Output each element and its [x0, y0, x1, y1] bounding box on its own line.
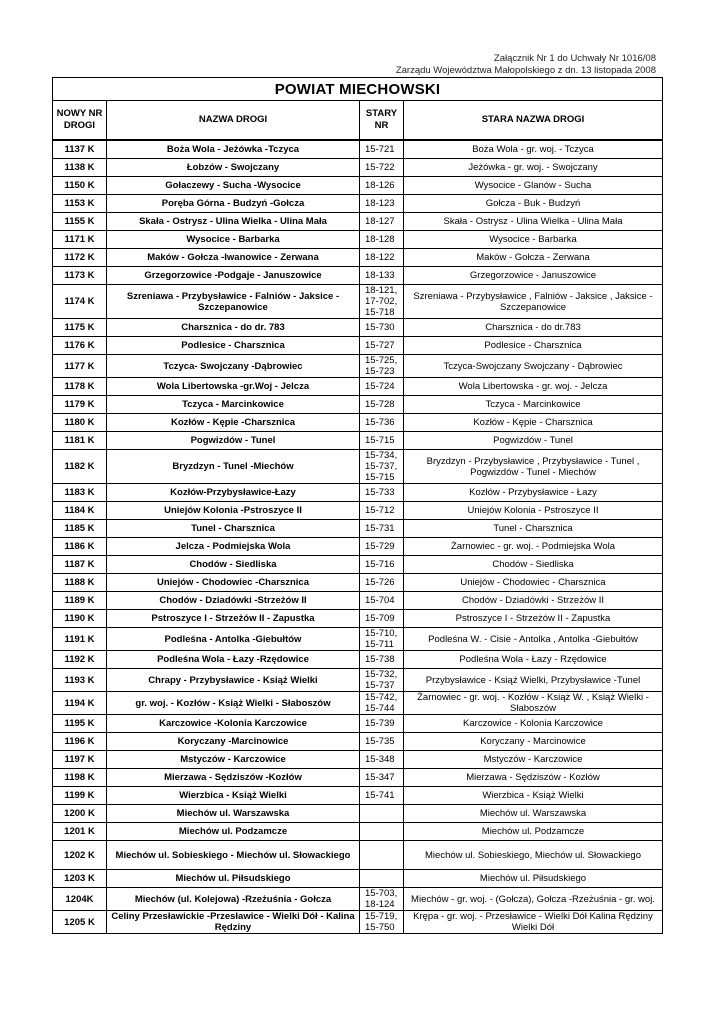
- column-header-new-nr: NOWY NR DROGI: [53, 101, 107, 141]
- road-number: 1191 K: [53, 628, 107, 651]
- old-road-name: Bryzdzyn - Przybysławice , Przybysławice - Tunel , Pogwizdów - Tunel - Miechów: [404, 450, 663, 484]
- road-number: 1203 K: [53, 870, 107, 888]
- old-road-name: Wierzbica - Książ Wielki: [404, 787, 663, 805]
- road-number: 1204K: [53, 888, 107, 911]
- road-name: Podleśna - Antolka -Giebułtów: [107, 628, 360, 651]
- table-row: [53, 520, 663, 538]
- road-name: Boża Wola - Jeżówka -Tczyca: [107, 140, 360, 159]
- road-name: Kozłów - Kępie -Charsznica: [107, 414, 360, 432]
- old-road-name: Gołcza - Buk - Budzyń: [404, 195, 663, 213]
- table-title: POWIAT MIECHOWSKI: [53, 78, 663, 101]
- old-road-name: Jeżówka - gr. woj. - Swojczany: [404, 159, 663, 177]
- table-row: [53, 177, 663, 195]
- old-road-name: Karczowice - Kolonia Karczowice: [404, 715, 663, 733]
- old-road-name: Miechów ul. Piłsudskiego: [404, 870, 663, 888]
- road-name: Chodów - Siedliska: [107, 556, 360, 574]
- road-name: Celiny Przesławickie -Przesławice - Wielki Dół - Kalina Rędziny: [107, 911, 360, 934]
- road-name: gr. woj. - Kozłów - Książ Wielki - Słaboszów: [107, 692, 360, 715]
- road-name: Maków - Gołcza -Iwanowice - Zerwana: [107, 249, 360, 267]
- column-header-old-name: STARA NAZWA DROGI: [404, 101, 663, 141]
- road-number: 1173 K: [53, 267, 107, 285]
- old-road-name: Uniejów - Chodowiec - Charsznica: [404, 574, 663, 592]
- road-name: Karczowice -Kolonia Karczowice: [107, 715, 360, 733]
- table-row: [53, 692, 663, 715]
- table-row: [53, 355, 663, 378]
- column-header-old-nr: STARY NR: [360, 101, 404, 141]
- old-road-number: 15-710, 15-711: [360, 628, 404, 651]
- old-road-name: Podleśna W. - Cisie - Antolka , Antolka -Giebułtów: [404, 628, 663, 651]
- road-name: Gołaczewy - Sucha -Wysocice: [107, 177, 360, 195]
- table-row: [53, 841, 663, 870]
- table-row: [53, 769, 663, 787]
- old-road-number: 15-739: [360, 715, 404, 733]
- table-row: [53, 414, 663, 432]
- old-road-name: Wysocice - Barbarka: [404, 231, 663, 249]
- old-road-name: Kozłów - Przybysławice - Łazy: [404, 484, 663, 502]
- old-road-number: 15-721: [360, 140, 404, 159]
- old-road-number: 18-123: [360, 195, 404, 213]
- road-name: Skała - Ostrysz - Ulina Wielka - Ulina Mała: [107, 213, 360, 231]
- road-number: 1197 K: [53, 751, 107, 769]
- table-row: [53, 159, 663, 177]
- old-road-number: [360, 805, 404, 823]
- table-row: [53, 574, 663, 592]
- old-road-number: 15-703, 18-124: [360, 888, 404, 911]
- road-name: Miechów ul. Sobieskiego - Miechów ul. Słowackiego: [107, 841, 360, 870]
- old-road-name: Tczyca - Marcinkowice: [404, 396, 663, 414]
- table-row: [53, 610, 663, 628]
- table-row: [53, 538, 663, 556]
- road-name: Wierzbica - Książ Wielki: [107, 787, 360, 805]
- old-road-number: [360, 823, 404, 841]
- old-road-number: 15-348: [360, 751, 404, 769]
- old-road-number: 15-735: [360, 733, 404, 751]
- old-road-number: 18-121, 17-702, 15-718: [360, 285, 404, 319]
- road-name: Miechów ul. Piłsudskiego: [107, 870, 360, 888]
- old-road-number: 15-725, 15-723: [360, 355, 404, 378]
- road-name: Bryzdzyn - Tunel -Miechów: [107, 450, 360, 484]
- road-name: Koryczany -Marcinowice: [107, 733, 360, 751]
- old-road-number: 15-727: [360, 337, 404, 355]
- road-number: 1187 K: [53, 556, 107, 574]
- old-road-name: Miechów ul. Warszawska: [404, 805, 663, 823]
- old-road-name: Pogwizdów - Tunel: [404, 432, 663, 450]
- old-road-number: 15-712: [360, 502, 404, 520]
- old-road-number: 15-728: [360, 396, 404, 414]
- road-name: Łobzów - Swojczany: [107, 159, 360, 177]
- old-road-number: 15-729: [360, 538, 404, 556]
- road-number: 1193 K: [53, 669, 107, 692]
- road-name: Tunel - Charsznica: [107, 520, 360, 538]
- old-road-number: 15-733: [360, 484, 404, 502]
- road-name: Miechów ul. Warszawska: [107, 805, 360, 823]
- road-name: Wola Libertowska -gr.Woj - Jelcza: [107, 378, 360, 396]
- old-road-name: Skała - Ostrysz - Ulina Wielka - Ulina Mała: [404, 213, 663, 231]
- old-road-number: [360, 870, 404, 888]
- old-road-number: 15-738: [360, 651, 404, 669]
- road-name: Tczyca - Marcinkowice: [107, 396, 360, 414]
- road-number: 1186 K: [53, 538, 107, 556]
- table-row: [53, 213, 663, 231]
- old-road-name: Krępa - gr. woj. - Przesławice - Wielki Dół Kalina Rędziny Wielki Dół: [404, 911, 663, 934]
- road-number: 1177 K: [53, 355, 107, 378]
- road-name: Wysocice - Barbarka: [107, 231, 360, 249]
- old-road-name: Miechów ul. Podzamcze: [404, 823, 663, 841]
- old-road-number: 18-122: [360, 249, 404, 267]
- road-name: Chrapy - Przybysławice - Książ Wielki: [107, 669, 360, 692]
- old-road-number: 15-722: [360, 159, 404, 177]
- road-number: 1194 K: [53, 692, 107, 715]
- road-name: Podleśna Wola - Łazy -Rzędowice: [107, 651, 360, 669]
- old-road-name: Tczyca-Swojczany Swojczany - Dąbrowiec: [404, 355, 663, 378]
- road-number: 1199 K: [53, 787, 107, 805]
- road-number: 1185 K: [53, 520, 107, 538]
- road-name: Tczyca- Swojczany -Dąbrowiec: [107, 355, 360, 378]
- road-number: 1183 K: [53, 484, 107, 502]
- road-name: Uniejów - Chodowiec -Charsznica: [107, 574, 360, 592]
- table-row: [53, 805, 663, 823]
- old-road-name: Koryczany - Marcinowice: [404, 733, 663, 751]
- road-name: Pogwizdów - Tunel: [107, 432, 360, 450]
- table-row: [53, 249, 663, 267]
- road-name: Jelcza - Podmiejska Wola: [107, 538, 360, 556]
- attachment-note: [396, 53, 656, 77]
- table-row: [53, 285, 663, 319]
- road-number: 1196 K: [53, 733, 107, 751]
- table-row: [53, 267, 663, 285]
- old-road-name: Tunel - Charsznica: [404, 520, 663, 538]
- table-row: [53, 911, 663, 934]
- table-row: [53, 337, 663, 355]
- road-name: Mierzawa - Sędziszów -Kozłów: [107, 769, 360, 787]
- old-road-number: 15-741: [360, 787, 404, 805]
- road-number: 1182 K: [53, 450, 107, 484]
- old-road-number: 18-126: [360, 177, 404, 195]
- old-road-number: 15-715: [360, 432, 404, 450]
- old-road-number: 15-709: [360, 610, 404, 628]
- road-name: Miechów ul. Podzamcze: [107, 823, 360, 841]
- old-road-name: Wysocice - Glanów - Sucha: [404, 177, 663, 195]
- old-road-name: Żarnowiec - gr. woj. - Kozłów - Książ W. , Książ Wielki - Słaboszów: [404, 692, 663, 715]
- old-road-number: 18-128: [360, 231, 404, 249]
- table-row: [53, 432, 663, 450]
- road-number: 1198 K: [53, 769, 107, 787]
- attachment-note-line-2: Zarządu Województwa Małopolskiego z dn. 13 listopada 2008: [395, 65, 656, 76]
- old-road-name: Uniejów Kolonia - Pstroszyce II: [404, 502, 663, 520]
- table-row: [53, 888, 663, 911]
- old-road-name: Przybysławice - Książ Wielki, Przybysławice -Tunel: [404, 669, 663, 692]
- table-row: [53, 231, 663, 249]
- table-row: [53, 669, 663, 692]
- old-road-name: Szreniawa - Przybysławice , Falniów - Jaksice , Jaksice - Szczepanowice: [404, 285, 663, 319]
- road-number: 1205 K: [53, 911, 107, 934]
- table-row: [53, 751, 663, 769]
- road-name: Chodów - Dziadówki -Strzeżów II: [107, 592, 360, 610]
- old-road-number: 15-736: [360, 414, 404, 432]
- old-road-number: 15-347: [360, 769, 404, 787]
- table-row: [53, 823, 663, 841]
- road-number: 1155 K: [53, 213, 107, 231]
- old-road-number: 15-724: [360, 378, 404, 396]
- old-road-number: 15-730: [360, 319, 404, 337]
- table-row: [53, 502, 663, 520]
- table-row: [53, 319, 663, 337]
- attachment-note-line-1: Załącznik Nr 1 do Uchwały Nr 1016/08: [493, 53, 656, 64]
- old-road-number: 15-731: [360, 520, 404, 538]
- old-road-name: Żarnowiec - gr. woj. - Podmiejska Wola: [404, 538, 663, 556]
- old-road-name: Charsznica - do dr.783: [404, 319, 663, 337]
- road-number: 1189 K: [53, 592, 107, 610]
- road-number: 1179 K: [53, 396, 107, 414]
- road-name: Kozłów-Przybysławice-Łazy: [107, 484, 360, 502]
- old-road-name: Podleśna Wola - Łazy - Rzędowice: [404, 651, 663, 669]
- table-row: [53, 484, 663, 502]
- old-road-number: [360, 841, 404, 870]
- old-road-name: Grzegorzowice - Januszowice: [404, 267, 663, 285]
- old-road-number: 15-734, 15-737, 15-715: [360, 450, 404, 484]
- road-name: Poręba Górna - Budzyń -Gołcza: [107, 195, 360, 213]
- old-road-number: 15-716: [360, 556, 404, 574]
- road-number: 1201 K: [53, 823, 107, 841]
- old-road-name: Chodów - Siedliska: [404, 556, 663, 574]
- road-number: 1178 K: [53, 378, 107, 396]
- road-number: 1172 K: [53, 249, 107, 267]
- road-number: 1171 K: [53, 231, 107, 249]
- road-name: Podlesice - Charsznica: [107, 337, 360, 355]
- old-road-name: Kozłów - Kępie - Charsznica: [404, 414, 663, 432]
- old-road-number: 15-726: [360, 574, 404, 592]
- table-row: [53, 628, 663, 651]
- old-road-name: Miechów ul. Sobieskiego, Miechów ul. Słowackiego: [404, 841, 663, 870]
- column-header-name: NAZWA DROGI: [107, 101, 360, 141]
- road-number: 1188 K: [53, 574, 107, 592]
- road-number: 1138 K: [53, 159, 107, 177]
- old-road-name: Maków - Gołcza - Zerwana: [404, 249, 663, 267]
- road-number: 1192 K: [53, 651, 107, 669]
- table-row: [53, 715, 663, 733]
- old-road-number: 15-742, 15-744: [360, 692, 404, 715]
- table-row: [53, 378, 663, 396]
- table-row: [53, 396, 663, 414]
- table-row: [53, 733, 663, 751]
- table-row: [53, 870, 663, 888]
- road-number: 1181 K: [53, 432, 107, 450]
- road-number: 1175 K: [53, 319, 107, 337]
- road-name: Mstyczów - Karczowice: [107, 751, 360, 769]
- old-road-number: 18-133: [360, 267, 404, 285]
- road-number: 1184 K: [53, 502, 107, 520]
- old-road-name: Boża Wola - gr. woj. - Tczyca: [404, 140, 663, 159]
- old-road-name: Mierzawa - Sędziszów - Kozłów: [404, 769, 663, 787]
- road-name: Charsznica - do dr. 783: [107, 319, 360, 337]
- road-number: 1150 K: [53, 177, 107, 195]
- roads-table: [52, 77, 663, 934]
- road-number: 1180 K: [53, 414, 107, 432]
- road-name: Miechów (ul. Kolejowa) -Rzeżuśnia - Gołcza: [107, 888, 360, 911]
- old-road-number: 15-704: [360, 592, 404, 610]
- road-number: 1190 K: [53, 610, 107, 628]
- road-name: Grzegorzowice -Podgaje - Januszowice: [107, 267, 360, 285]
- old-road-name: Wola Libertowska - gr. woj. - Jelcza: [404, 378, 663, 396]
- table-row: [53, 787, 663, 805]
- old-road-name: Chodów - Dziadówki - Strzeżów II: [404, 592, 663, 610]
- road-name: Uniejów Kolonia -Pstroszyce II: [107, 502, 360, 520]
- old-road-name: Pstroszyce I - Strzeżów II - Zapustka: [404, 610, 663, 628]
- road-number: 1153 K: [53, 195, 107, 213]
- old-road-number: 15-732, 15-737: [360, 669, 404, 692]
- old-road-number: 15-719, 15-750: [360, 911, 404, 934]
- table-row: [53, 556, 663, 574]
- road-number: 1174 K: [53, 285, 107, 319]
- table-row: [53, 450, 663, 484]
- road-number: 1195 K: [53, 715, 107, 733]
- table-row: [53, 140, 663, 159]
- table-row: [53, 592, 663, 610]
- table-row: [53, 651, 663, 669]
- road-number: 1137 K: [53, 140, 107, 159]
- table-row: [53, 195, 663, 213]
- old-road-name: Mstyczów - Karczowice: [404, 751, 663, 769]
- road-number: 1176 K: [53, 337, 107, 355]
- old-road-name: Podlesice - Charsznica: [404, 337, 663, 355]
- road-name: Szreniawa - Przybysławice - Falniów - Jaksice - Szczepanowice: [107, 285, 360, 319]
- old-road-number: 18-127: [360, 213, 404, 231]
- old-road-name: Miechów - gr. woj. - (Gołcza), Gołcza -Rzeżuśnia - gr. woj.: [404, 888, 663, 911]
- road-number: 1200 K: [53, 805, 107, 823]
- road-number: 1202 K: [53, 841, 107, 870]
- road-name: Pstroszyce I - Strzeżów II - Zapustka: [107, 610, 360, 628]
